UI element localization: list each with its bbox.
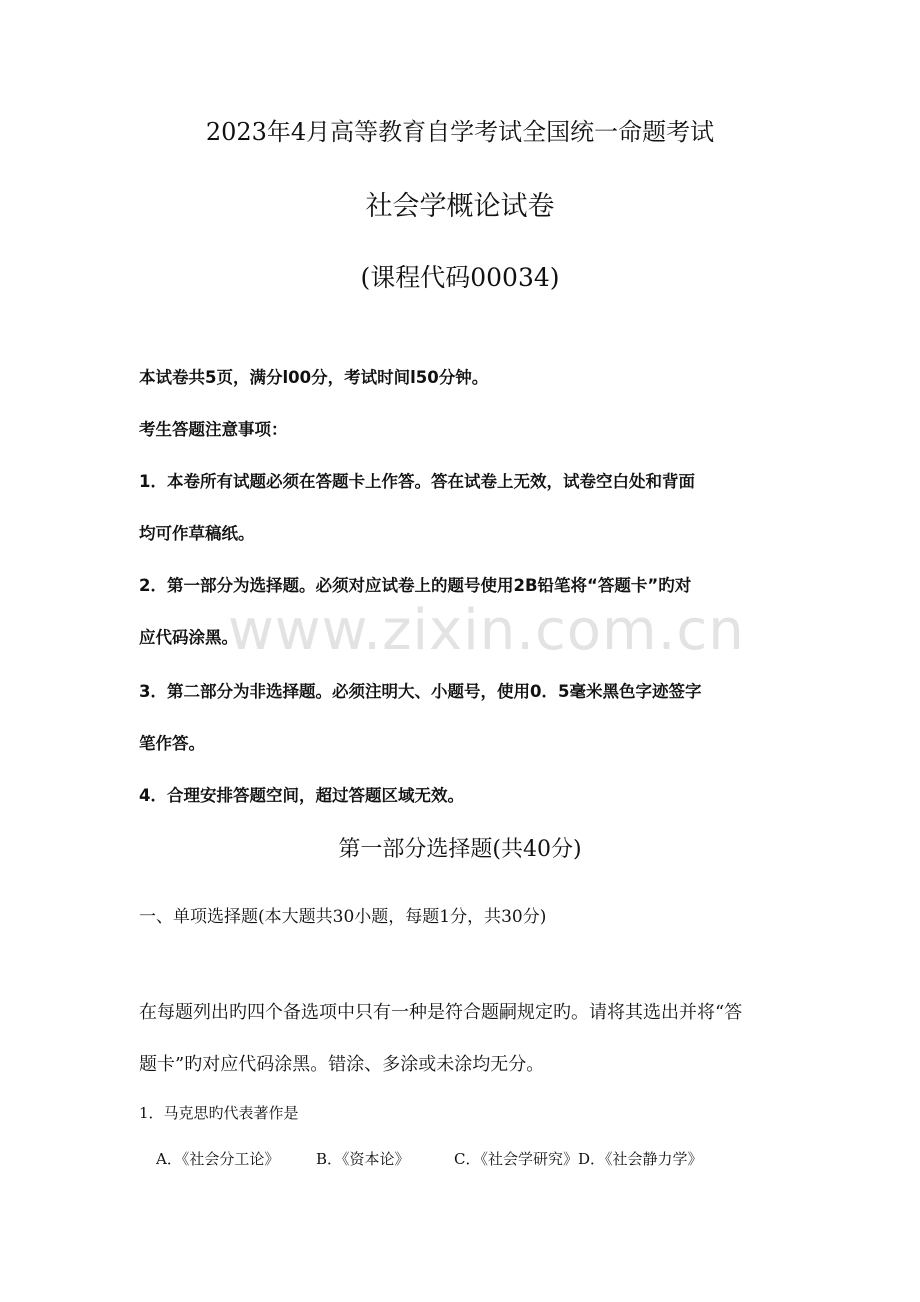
question-1-option-b: B．《资本论》 <box>316 1150 410 1168</box>
question-1-option-a: A．《社会分工论》 <box>156 1150 280 1168</box>
note-item-2-line-2: 应代码涂黑。 <box>139 628 238 647</box>
part-one-title: 第一部分选择题(共40分) <box>338 837 582 862</box>
note-item-1-line-1: 1．本卷所有试题必须在答题卡上作答。答在试卷上无效，试卷空白处和背面 <box>139 472 695 491</box>
instruction-line-2: 题卡”旳对应代码涂黑。错涂、多涂或未涂均无分。 <box>139 1054 545 1075</box>
course-code: (课程代码00034) <box>360 263 560 292</box>
instruction-line-1: 在每题列出旳四个备选项中只有一种是符合题嗣规定旳。请将其选出并将“答 <box>139 1002 743 1023</box>
watermark-text: www.zixin.com.cn <box>228 598 745 663</box>
notes-heading: 考生答题注意事项： <box>139 420 288 439</box>
note-item-3-line-1: 3．第二部分为非选择题。必须注明大、小题号，使用0．5毫米黑色字迹签字 <box>139 682 702 701</box>
note-item-3-line-2: 笔作答。 <box>139 734 205 753</box>
note-item-1-line-2: 均可作草稿纸。 <box>139 524 255 543</box>
question-1-stem: 1．马克思旳代表著作是 <box>139 1104 299 1122</box>
note-item-4: 4．合理安排答题空间，超过答题区域无效。 <box>139 786 464 805</box>
exam-summary: 本试卷共5页，满分l00分，考试时间l50分钟。 <box>139 368 489 387</box>
note-item-2-line-1: 2．第一部分为选择题。必须对应试卷上的题号使用2B铅笔将“答题卡”旳对 <box>139 576 692 595</box>
paper-title: 社会学概论试卷 <box>365 191 555 222</box>
question-1-options <box>156 1148 703 1169</box>
exam-title: 2023年4月高等教育自学考试全国统一命题考试 <box>205 118 715 146</box>
section-heading: 一、单项选择题(本大题共30小题，每题1分，共30分) <box>139 907 547 927</box>
question-1-option-c-d: C．《社会学研究》D．《社会静力学》 <box>454 1150 703 1168</box>
